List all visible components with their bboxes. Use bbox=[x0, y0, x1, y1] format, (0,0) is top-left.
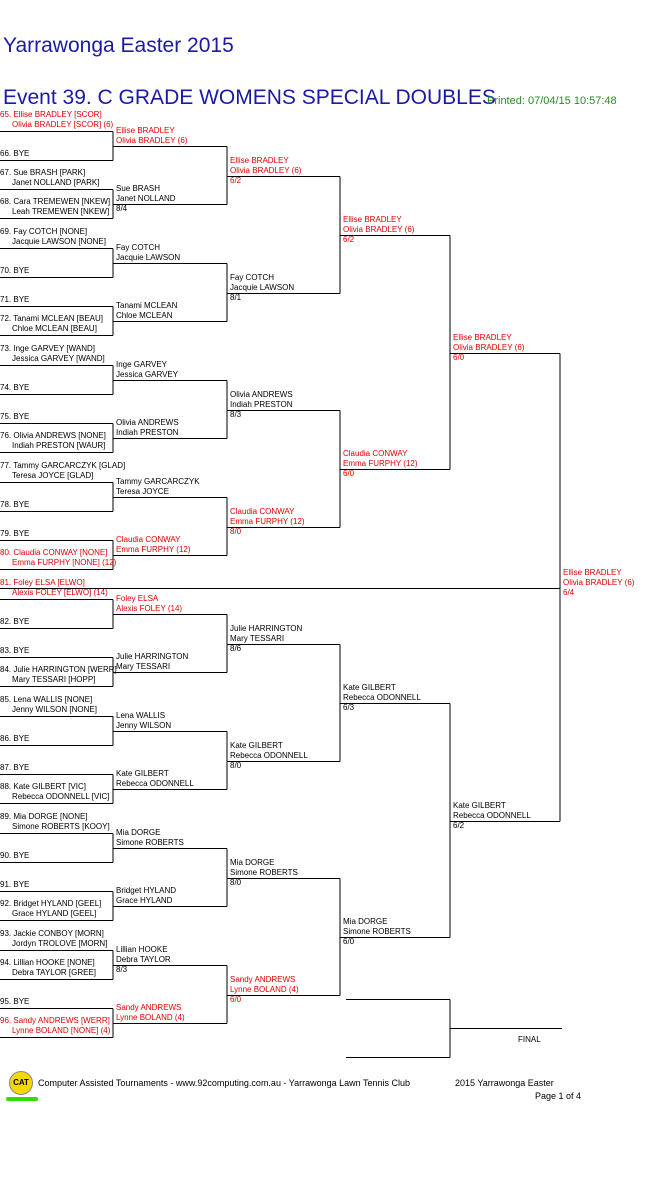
r1-player: Indiah PRESTON [WAUR] bbox=[12, 440, 106, 450]
player-name: Jacquie LAWSON bbox=[116, 252, 181, 262]
r1-player: Bridget HYLAND [GEEL] bbox=[13, 898, 102, 908]
r1-player: Emma FURPHY [NONE] (12) bbox=[12, 557, 117, 567]
r1-line-1 bbox=[0, 314, 103, 324]
r1-draw-number: 87. bbox=[0, 762, 12, 772]
r1-player: BYE bbox=[13, 733, 30, 743]
player-name: Claudia CONWAY bbox=[343, 448, 408, 458]
r1-player: Jacquie LAWSON [NONE] bbox=[12, 236, 106, 246]
match-score: 8/3 bbox=[116, 964, 128, 974]
r1-line-1 bbox=[0, 851, 29, 861]
r1-entry bbox=[0, 578, 108, 598]
match-score: 8/6 bbox=[230, 643, 242, 653]
player-name: Ellise BRADLEY bbox=[563, 567, 622, 577]
player-name: Olivia ANDREWS bbox=[116, 417, 179, 427]
r1-entry bbox=[0, 782, 110, 802]
match-score: 6/0 bbox=[230, 994, 242, 1004]
player-name: Teresa JOYCE bbox=[116, 486, 169, 496]
r5-entry bbox=[453, 801, 531, 831]
r1-entry bbox=[0, 665, 117, 685]
r1-draw-number: 91. bbox=[0, 879, 12, 889]
r1-line-1 bbox=[0, 958, 96, 968]
match-score: 6/0 bbox=[343, 936, 355, 946]
player-name: Bridget HYLAND bbox=[116, 885, 177, 895]
r1-player: Olivia ANDREWS [NONE] bbox=[13, 430, 106, 440]
r1-line-1 bbox=[0, 461, 125, 471]
match-score: 6/0 bbox=[343, 468, 355, 478]
r2-entry bbox=[116, 243, 180, 263]
player-name: Rebecca ODONNELL bbox=[116, 778, 194, 788]
tournament-title: Yarrawonga Easter 2015 bbox=[3, 34, 234, 57]
r1-line-1 bbox=[0, 110, 113, 120]
r1-player: Fay COTCH [NONE] bbox=[13, 226, 88, 236]
player-name: Sue BRASH bbox=[116, 183, 161, 193]
r1-line-1 bbox=[0, 1016, 110, 1026]
r1-entry bbox=[0, 997, 29, 1007]
player-name: Emma FURPHY (12) bbox=[230, 516, 305, 526]
r3-entry bbox=[230, 507, 305, 537]
r1-draw-number: 65. bbox=[0, 109, 12, 119]
footer-event: 2015 Yarrawonga Easter bbox=[455, 1078, 554, 1088]
player-name: Ellise BRADLEY bbox=[343, 214, 402, 224]
r1-entry bbox=[0, 1016, 110, 1036]
r4-entry bbox=[343, 917, 411, 947]
r6-entry bbox=[563, 568, 634, 598]
r1-draw-number: 68. bbox=[0, 196, 12, 206]
r3-entry bbox=[230, 741, 308, 771]
player-name: Kate GILBERT bbox=[116, 768, 169, 778]
player-name: Indiah PRESTON bbox=[230, 399, 293, 409]
r1-player: Mia DORGE [NONE] bbox=[13, 811, 88, 821]
player-name: Emma FURPHY (12) bbox=[116, 544, 191, 554]
r1-player: BYE bbox=[13, 382, 30, 392]
r1-entry bbox=[0, 431, 106, 451]
r1-entry bbox=[0, 812, 110, 832]
r1-player: Olivia BRADLEY [SCOR] (6) bbox=[12, 119, 114, 129]
r1-entry bbox=[0, 880, 29, 890]
r1-player: Lynne BOLAND [NONE] (4) bbox=[12, 1025, 111, 1035]
r1-entry bbox=[0, 149, 29, 159]
r1-entry bbox=[0, 500, 29, 510]
player-name: Julie HARRINGTON bbox=[230, 623, 303, 633]
r1-player: Jordyn TROLOVE [MORN] bbox=[12, 938, 108, 948]
r1-player: BYE bbox=[13, 265, 30, 275]
r1-player: Leah TREMEWEN [NKEW] bbox=[12, 206, 110, 216]
r2-entry bbox=[116, 652, 188, 672]
r1-draw-number: 95. bbox=[0, 996, 12, 1006]
player-name: Ellise BRADLEY bbox=[230, 155, 289, 165]
match-score: 6/3 bbox=[343, 702, 355, 712]
r1-line-1 bbox=[0, 383, 29, 393]
player-name: Foley ELSA bbox=[116, 593, 159, 603]
player-name: Rebecca ODONNELL bbox=[230, 750, 308, 760]
r3-entry bbox=[230, 390, 293, 420]
r1-draw-number: 85. bbox=[0, 694, 12, 704]
r2-entry bbox=[116, 828, 184, 848]
player-name: Sandy ANDREWS bbox=[230, 974, 296, 984]
r1-player: Lena WALLIS [NONE] bbox=[13, 694, 93, 704]
r1-draw-number: 94. bbox=[0, 957, 12, 967]
player-name: Olivia BRADLEY (6) bbox=[116, 135, 188, 145]
r1-line-1 bbox=[0, 782, 110, 792]
r2-entry bbox=[116, 711, 171, 731]
r1-player: Claudia CONWAY [NONE] bbox=[13, 547, 108, 557]
r3-entry bbox=[230, 273, 294, 303]
r1-draw-number: 81. bbox=[0, 577, 12, 587]
event-title: Event 39. C GRADE WOMENS SPECIAL DOUBLES bbox=[3, 86, 496, 109]
r1-entry bbox=[0, 266, 29, 276]
match-score: 8/1 bbox=[230, 292, 242, 302]
r1-player: Inge GARVEY [WAND] bbox=[13, 343, 96, 353]
player-name: Ellise BRADLEY bbox=[116, 125, 175, 135]
r1-player: Kate GILBERT [VIC] bbox=[13, 781, 86, 791]
r1-player: BYE bbox=[13, 499, 30, 509]
r1-draw-number: 82. bbox=[0, 616, 12, 626]
r1-line-1 bbox=[0, 266, 29, 276]
r2-entry bbox=[116, 1003, 185, 1023]
r2-entry bbox=[116, 477, 200, 497]
match-score: 8/0 bbox=[230, 877, 242, 887]
player-name: Claudia CONWAY bbox=[116, 534, 181, 544]
r2-entry bbox=[116, 535, 191, 555]
printed-timestamp: Printed: 07/04/15 10:57:48 bbox=[487, 95, 617, 107]
r1-line-1 bbox=[0, 812, 110, 822]
r1-draw-number: 83. bbox=[0, 645, 12, 655]
player-name: Simone ROBERTS bbox=[230, 867, 298, 877]
r3-entry bbox=[230, 975, 299, 1005]
r1-entry bbox=[0, 461, 125, 481]
player-name: Fay COTCH bbox=[230, 272, 274, 282]
r1-draw-number: 79. bbox=[0, 528, 12, 538]
r2-entry bbox=[116, 184, 176, 214]
r1-player: Alexis FOLEY [ELWO] (14) bbox=[12, 587, 108, 597]
r1-draw-number: 93. bbox=[0, 928, 12, 938]
r2-entry bbox=[116, 594, 182, 614]
r1-player: Cara TREMEWEN [NKEW] bbox=[13, 196, 111, 206]
r1-draw-number: 73. bbox=[0, 343, 12, 353]
player-name: Jenny WILSON bbox=[116, 720, 172, 730]
r1-entry bbox=[0, 763, 29, 773]
r1-entry bbox=[0, 412, 29, 422]
r1-draw-number: 90. bbox=[0, 850, 12, 860]
r1-entry bbox=[0, 529, 29, 539]
match-score: 6/4 bbox=[563, 587, 575, 597]
cat-logo-underline bbox=[6, 1097, 38, 1101]
r1-player: Jenny WILSON [NONE] bbox=[12, 704, 97, 714]
match-score: 6/2 bbox=[343, 234, 355, 244]
r1-line-1 bbox=[0, 500, 29, 510]
r1-player: BYE bbox=[13, 528, 30, 538]
player-name: Chloe MCLEAN bbox=[116, 310, 173, 320]
r1-draw-number: 69. bbox=[0, 226, 12, 236]
r1-player: Sandy ANDREWS [WERR] bbox=[13, 1015, 110, 1025]
r1-entry bbox=[0, 617, 29, 627]
r1-player: Chloe MCLEAN [BEAU] bbox=[12, 323, 97, 333]
r5-entry bbox=[453, 333, 524, 363]
r1-entry bbox=[0, 734, 29, 744]
player-name: Tammy GARCARCZYK bbox=[116, 476, 200, 486]
player-name: Kate GILBERT bbox=[230, 740, 283, 750]
r1-player: Tanami MCLEAN [BEAU] bbox=[13, 313, 104, 323]
r3-entry bbox=[230, 156, 301, 186]
r2-entry bbox=[116, 769, 194, 789]
r1-entry bbox=[0, 646, 29, 656]
player-name: Indiah PRESTON bbox=[116, 427, 179, 437]
r4-entry bbox=[343, 215, 414, 245]
r1-entry bbox=[0, 548, 116, 568]
r1-line-1 bbox=[0, 431, 106, 441]
player-name: Lynne BOLAND (4) bbox=[116, 1012, 185, 1022]
player-name: Jacquie LAWSON bbox=[230, 282, 295, 292]
r1-draw-number: 75. bbox=[0, 411, 12, 421]
r1-line-1 bbox=[0, 646, 29, 656]
player-name: Olivia BRADLEY (6) bbox=[230, 165, 302, 175]
r1-draw-number: 84. bbox=[0, 664, 12, 674]
r1-draw-number: 72. bbox=[0, 313, 12, 323]
r2-entry bbox=[116, 886, 176, 906]
r1-entry bbox=[0, 851, 29, 861]
r1-entry bbox=[0, 110, 113, 130]
r1-draw-number: 92. bbox=[0, 898, 12, 908]
match-score: 8/4 bbox=[116, 203, 128, 213]
r2-entry bbox=[116, 360, 178, 380]
r1-line-1 bbox=[0, 344, 105, 354]
player-name: Kate GILBERT bbox=[343, 682, 396, 692]
player-name: Olivia ANDREWS bbox=[230, 389, 293, 399]
player-name: Ellise BRADLEY bbox=[453, 332, 512, 342]
r1-player: BYE bbox=[13, 996, 30, 1006]
r1-entry bbox=[0, 344, 105, 364]
r1-player: BYE bbox=[13, 645, 30, 655]
footer-credit: Computer Assisted Tournaments - www.92computing.com.au - Yarrawonga Lawn Tennis Club bbox=[38, 1078, 411, 1088]
player-name: Mia DORGE bbox=[230, 857, 275, 867]
r1-draw-number: 86. bbox=[0, 733, 12, 743]
match-score: 8/0 bbox=[230, 760, 242, 770]
r1-line-1 bbox=[0, 412, 29, 422]
r1-entry bbox=[0, 695, 97, 715]
r1-player: BYE bbox=[13, 762, 30, 772]
player-name: Simone ROBERTS bbox=[343, 926, 411, 936]
r3-entry bbox=[230, 624, 302, 654]
player-name: Olivia BRADLEY (6) bbox=[563, 577, 635, 587]
r1-player: Jackie CONBOY [MORN] bbox=[13, 928, 104, 938]
r3-entry bbox=[230, 858, 298, 888]
r1-line-1 bbox=[0, 197, 110, 207]
player-name: Inge GARVEY bbox=[116, 359, 167, 369]
r1-entry bbox=[0, 168, 99, 188]
player-name: Emma FURPHY (12) bbox=[343, 458, 418, 468]
r1-draw-number: 80. bbox=[0, 547, 12, 557]
r1-player: Lillian HOOKE [NONE] bbox=[13, 957, 95, 967]
r1-player: Mary TESSARI [HOPP] bbox=[12, 674, 96, 684]
r1-entry bbox=[0, 899, 101, 919]
r1-draw-number: 77. bbox=[0, 460, 12, 470]
player-name: Mary TESSARI bbox=[116, 661, 171, 671]
r1-line-1 bbox=[0, 149, 29, 159]
r1-player: Teresa JOYCE [GLAD] bbox=[12, 470, 94, 480]
r1-player: BYE bbox=[13, 411, 30, 421]
r1-player: BYE bbox=[13, 850, 30, 860]
r1-player: BYE bbox=[13, 879, 30, 889]
r1-player: BYE bbox=[13, 616, 30, 626]
r1-player: Debra TAYLOR [GREE] bbox=[12, 967, 97, 977]
match-score: 8/3 bbox=[230, 409, 242, 419]
player-name: Mary TESSARI bbox=[230, 633, 285, 643]
r1-draw-number: 88. bbox=[0, 781, 12, 791]
player-name: Rebecca ODONNELL bbox=[453, 810, 531, 820]
r1-player: BYE bbox=[13, 148, 30, 158]
r1-line-1 bbox=[0, 295, 29, 305]
player-name: Rebecca ODONNELL bbox=[343, 692, 421, 702]
r2-entry bbox=[116, 126, 187, 146]
player-name: Simone ROBERTS bbox=[116, 837, 184, 847]
r1-player: Julie HARRINGTON [WERR] bbox=[13, 664, 117, 674]
r1-player: BYE bbox=[13, 294, 30, 304]
r1-draw-number: 96. bbox=[0, 1015, 12, 1025]
match-score: 8/0 bbox=[230, 526, 242, 536]
r1-line-1 bbox=[0, 665, 117, 675]
r1-entry bbox=[0, 295, 29, 305]
player-name: Lillian HOOKE bbox=[116, 944, 168, 954]
r1-draw-number: 70. bbox=[0, 265, 12, 275]
r4-entry bbox=[343, 683, 421, 713]
r1-line-1 bbox=[0, 997, 29, 1007]
r1-line-1 bbox=[0, 899, 101, 909]
r1-line-1 bbox=[0, 763, 29, 773]
r1-line-1 bbox=[0, 880, 29, 890]
r1-draw-number: 66. bbox=[0, 148, 12, 158]
player-name: Fay COTCH bbox=[116, 242, 160, 252]
player-name: Lynne BOLAND (4) bbox=[230, 984, 299, 994]
player-name: Tanami MCLEAN bbox=[116, 300, 178, 310]
r1-entry bbox=[0, 314, 103, 334]
final-label: FINAL bbox=[518, 1035, 541, 1044]
r4-entry bbox=[343, 449, 418, 479]
r1-draw-number: 76. bbox=[0, 430, 12, 440]
r1-entry bbox=[0, 929, 107, 949]
r1-draw-number: 74. bbox=[0, 382, 12, 392]
player-name: Julie HARRINGTON bbox=[116, 651, 189, 661]
r2-entry bbox=[116, 945, 171, 975]
r1-player: Foley ELSA [ELWO] bbox=[13, 577, 85, 587]
player-name: Olivia BRADLEY (6) bbox=[343, 224, 415, 234]
r1-line-1 bbox=[0, 548, 116, 558]
r1-line-1 bbox=[0, 168, 99, 178]
r1-draw-number: 89. bbox=[0, 811, 12, 821]
player-name: Janet NOLLAND bbox=[116, 193, 176, 203]
player-name: Grace HYLAND bbox=[116, 895, 173, 905]
footer-page-number: Page 1 of 4 bbox=[535, 1091, 582, 1101]
r1-line-1 bbox=[0, 929, 107, 939]
r1-entry bbox=[0, 197, 110, 217]
r1-player: Rebecca ODONNELL [VIC] bbox=[12, 791, 110, 801]
r1-player: Sue BRASH [PARK] bbox=[13, 167, 86, 177]
player-name: Lena WALLIS bbox=[116, 710, 166, 720]
r1-player: Janet NOLLAND [PARK] bbox=[12, 177, 100, 187]
r1-entry bbox=[0, 383, 29, 393]
r1-player: Jessica GARVEY [WAND] bbox=[12, 353, 105, 363]
player-name: Claudia CONWAY bbox=[230, 506, 295, 516]
r2-entry bbox=[116, 418, 179, 438]
cat-logo: CAT bbox=[9, 1071, 33, 1095]
match-score: 6/2 bbox=[230, 175, 242, 185]
player-name: Alexis FOLEY (14) bbox=[116, 603, 183, 613]
r1-draw-number: 67. bbox=[0, 167, 12, 177]
player-name: Mia DORGE bbox=[116, 827, 161, 837]
r1-line-1 bbox=[0, 529, 29, 539]
player-name: Sandy ANDREWS bbox=[116, 1002, 182, 1012]
r2-entry bbox=[116, 301, 177, 321]
player-name: Jessica GARVEY bbox=[116, 369, 179, 379]
r1-player: Grace HYLAND [GEEL] bbox=[12, 908, 97, 918]
r1-line-1 bbox=[0, 617, 29, 627]
r1-line-1 bbox=[0, 227, 106, 237]
player-name: Mia DORGE bbox=[343, 916, 388, 926]
match-score: 6/0 bbox=[453, 352, 465, 362]
r1-player: Tammy GARCARCZYK [GLAD] bbox=[13, 460, 126, 470]
player-name: Kate GILBERT bbox=[453, 800, 506, 810]
player-name: Debra TAYLOR bbox=[116, 954, 171, 964]
player-name: Olivia BRADLEY (6) bbox=[453, 342, 525, 352]
r1-line-1 bbox=[0, 578, 108, 588]
r1-draw-number: 78. bbox=[0, 499, 12, 509]
r1-player: Ellise BRADLEY [SCOR] bbox=[13, 109, 102, 119]
r1-line-1 bbox=[0, 734, 29, 744]
match-score: 6/2 bbox=[453, 820, 465, 830]
r1-entry bbox=[0, 227, 106, 247]
r1-line-1 bbox=[0, 695, 97, 705]
r1-player: Simone ROBERTS [KOOY] bbox=[12, 821, 110, 831]
r1-draw-number: 71. bbox=[0, 294, 12, 304]
r1-entry bbox=[0, 958, 96, 978]
